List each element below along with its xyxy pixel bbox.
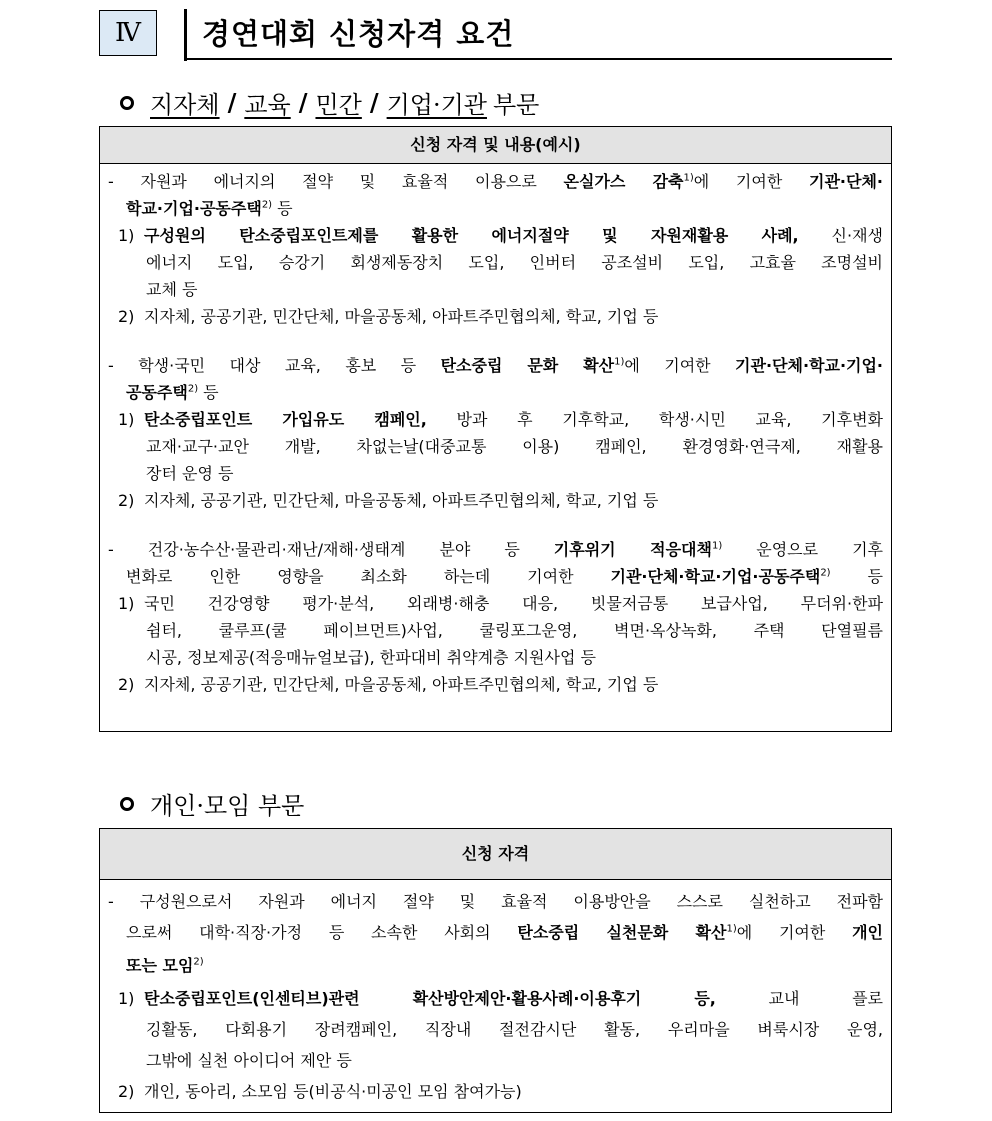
group3-line1: - 건강·농수산·물관리·재난/재해·생태계 분야 등 기후위기 적응대책$^{1)}$ 운영으로 기후 [108,540,883,559]
separator: / [369,88,379,117]
section1-table [99,126,892,732]
group2-line1: - 학생·국민 대상 교육, 홍보 등 탄소중립 문화 확산$^{1)}$에 기여한 기관·단체·학교·기업· [108,356,883,375]
section2-table-header: 신청 자격 [100,829,891,880]
group1-item1-line1: 1) 구성원의 탄소중립포인트제를 활용한 에너지절약 및 자원재활용 사례, 신·재생 [118,226,883,245]
group1-item2: 2) 지자체, 공공기관, 민간단체, 마을공동체, 아파트주민협의체, 학교, 기업 등 [118,307,659,326]
separator: / [298,88,308,117]
s2-item1-line2: 깅활동, 다회용기 장려캠페인, 직장내 절전감시단 활동, 우리마을 벼룩시장 운영, [146,1020,883,1039]
s2-line3: 또는 모임$^{2)}$ [126,956,204,975]
s2-item1-line3: 그밖에 실천 아이디어 제안 등 [146,1051,352,1070]
section1-table-body [100,164,891,698]
section2-table [99,828,892,1113]
section2-table-body [100,880,891,1107]
category-company: 기업·기관 [386,91,487,119]
group1-line1: - 자원과 에너지의 절약 및 효율적 이용으로 온실가스 감축$^{1)}$에 기여한 기관·단체· [108,172,883,191]
group3-item1-line1: 1) 국민 건강영향 평가·분석, 외래병·해충 대응, 빗물저금통 보급사업, 무더위·한파 [118,594,883,613]
s2-line1: - 구성원으로서 자원과 에너지 절약 및 효율적 이용방안을 스스로 실천하고 전파함 [108,892,883,911]
circle-bullet-icon [120,96,134,110]
group2-item1-line2: 교재·교구·교안 개발, 차없는날(대중교통 이용) 캠페인, 환경영화·연극제, 재활용 [146,437,883,456]
category-education: 교육 [244,91,291,119]
group3-item2: 2) 지자체, 공공기관, 민간단체, 마을공동체, 아파트주민협의체, 학교, 기업 등 [118,675,659,694]
separator: / [227,88,237,117]
group2-item1-line1: 1) 탄소중립포인트 가입유도 캠페인, 방과 후 기후학교, 학생·시민 교육, 기후변화 [118,410,883,429]
group2-item1-line3: 장터 운영 등 [146,464,234,483]
section1-heading [120,85,539,120]
title-underline [187,58,892,60]
s2-item1-line1: 1) 탄소중립포인트(인센티브)관련 확산방안제안·활용사례·이용후기 등, 교내 플로 [118,989,883,1008]
section1-table-header: 신청 자격 및 내용(예시) [100,127,891,164]
group1-item1-line3: 교체 등 [146,280,198,299]
group1-line2: 학교·기업·공동주택$^{2)}$ 등 [126,199,293,218]
s2-line2: 으로써 대학·직장·가정 등 소속한 사회의 탄소중립 실천문화 확산$^{1)}$에 기여한 개인 [126,923,883,942]
section2-title: 개인·모임 부문 [150,792,305,820]
group1-item1-line2: 에너지 도입, 승강기 회생제동장치 도입, 인버터 공조설비 도입, 고효율 조명설비 [146,253,883,272]
section-number-box [99,10,157,56]
category-suffix: 부문 [492,91,540,119]
section-number: Ⅳ [115,18,141,48]
group3-line2: 변화로 인한 영향을 최소화 하는데 기여한 기관·단체·학교·기업·공동주택$^{2)}$ 등 [126,567,883,586]
s2-item2: 2) 개인, 동아리, 소모임 등(비공식·미공인 모임 참여가능) [118,1082,522,1101]
circle-bullet-icon [120,797,134,811]
category-private: 민간 [315,91,362,119]
group2-item2: 2) 지자체, 공공기관, 민간단체, 마을공동체, 아파트주민협의체, 학교, 기업 등 [118,491,659,510]
group3-item1-line2: 쉼터, 쿨루프(쿨 페이브먼트)사업, 쿨링포그운영, 벽면·옥상녹화, 주택 단열필름 [146,621,883,640]
category-local-gov: 지자체 [150,91,220,119]
group3-item1-line3: 시공, 정보제공(적응매뉴얼보급), 한파대비 취약계층 지원사업 등 [146,648,596,667]
page-title: 경연대회 신청자격 요건 [202,17,515,51]
section2-heading [120,786,304,821]
group2-line2: 공동주택$^{2)}$ 등 [126,383,219,402]
title-divider [184,9,187,61]
